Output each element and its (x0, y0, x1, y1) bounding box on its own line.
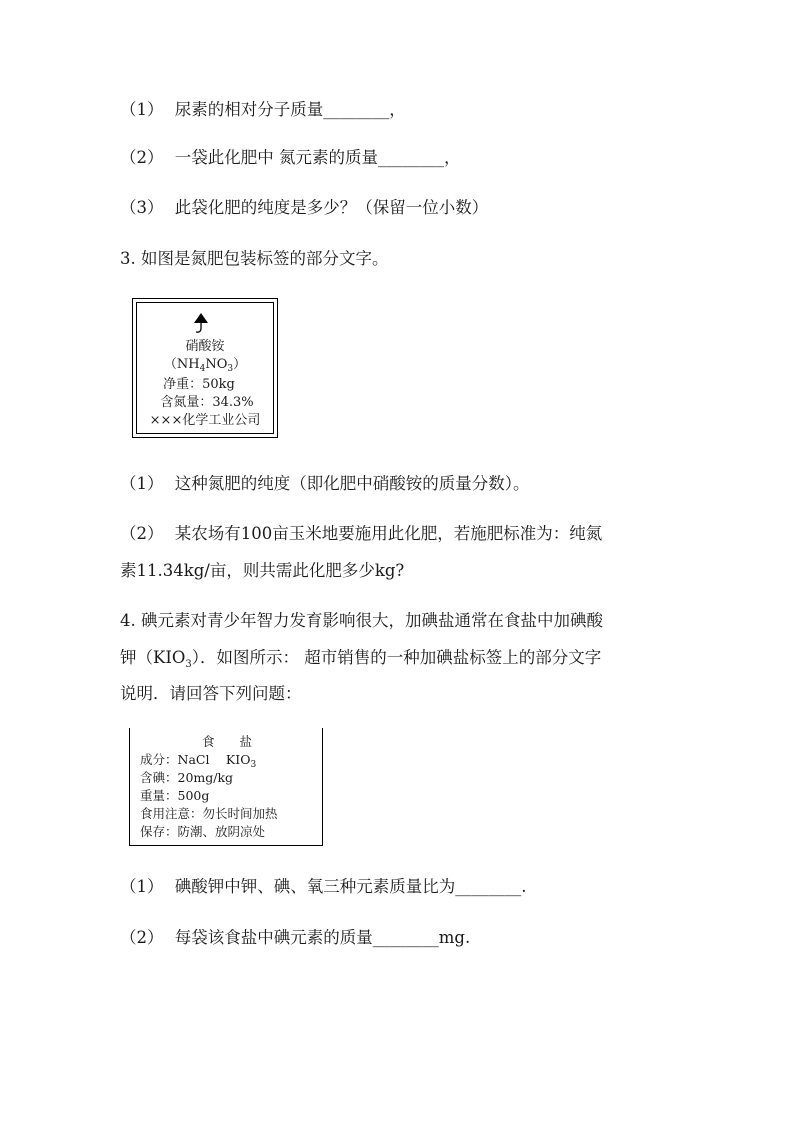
q3-part2 (120, 524, 602, 544)
q3-part1-number: （1） (120, 474, 164, 493)
fertilizer-label-box (132, 298, 278, 438)
q4-part1-text: 碘酸钾中钾、碘、氧三种元素质量比为________. (174, 877, 527, 896)
fertilizer-name: 硝酸铵 (185, 339, 225, 354)
fertilizer-nitrogen-content: 含氮量：34.3% (160, 395, 254, 410)
q4-part2 (120, 928, 470, 948)
q2-part3-text: 此袋化肥的纯度是多少？（保留一位小数） (174, 198, 489, 217)
salt-label-box (129, 728, 323, 846)
salt-label-usage: 食用注意：勿长时间加热 (140, 806, 278, 821)
q3-part2-continued: 素11.34kg/亩，则共需此化肥多少kg? (120, 561, 405, 580)
q2-part2-number: （2） (120, 148, 164, 167)
q3-part2-text: 某农场有100亩玉米地要施用此化肥，若施肥标准为：纯氮 (174, 524, 603, 543)
q4-stem-line2: 钾$(KIO_3)$．如图所示： 超市销售的一种加碘盐标签上的部分文字 (120, 648, 602, 670)
q2-part1 (120, 100, 406, 120)
salt-label-title: 食 盐 (202, 734, 253, 749)
up-arrow-icon (191, 313, 211, 335)
q2-part1-text: 尿素的相对分子质量________， (174, 100, 406, 119)
q2-part3 (120, 198, 488, 218)
q2-part3-number: （3） (120, 198, 164, 217)
fertilizer-formula: $(NH_4NO_3)$ (163, 357, 247, 374)
q4-part2-text: 每袋该食盐中碘元素的质量________mg. (174, 928, 471, 947)
fertilizer-net-weight: 净重：50kg (163, 377, 235, 392)
q4-part2-number: （2） (120, 928, 164, 947)
q4-stem-line3: 说明．请回答下列问题： (120, 684, 302, 703)
q4-stem-line1: 4. 碘元素对青少年智力发育影响很大，加碘盐通常在食盐中加碘酸 (120, 611, 603, 630)
salt-label-ingredients: 成分：NaCl $KIO_3$ (140, 752, 257, 770)
salt-label-storage: 保存：防潮、放阴凉处 (140, 824, 266, 839)
fertilizer-label-inner-border (136, 302, 274, 434)
q3-stem: 3. 如图是氮肥包装标签的部分文字。 (120, 249, 389, 268)
fertilizer-company: ×××化学工业公司 (149, 413, 261, 428)
q3-part1-text: 这种氮肥的纯度（即化肥中硝酸铵的质量分数）。 (174, 474, 530, 493)
q4-part1-number: （1） (120, 877, 164, 896)
q3-part2-number: （2） (120, 524, 164, 543)
q3-part1 (120, 474, 530, 494)
salt-label-weight: 重量：500g (140, 788, 210, 803)
q2-part1-number: （1） (120, 100, 164, 119)
q4-part1 (120, 877, 527, 897)
salt-label-iodine: 含碘：20mg/kg (140, 770, 234, 785)
q2-part2-text: 一袋此化肥中 氮元素的质量________， (174, 148, 461, 167)
q2-part2 (120, 148, 461, 168)
